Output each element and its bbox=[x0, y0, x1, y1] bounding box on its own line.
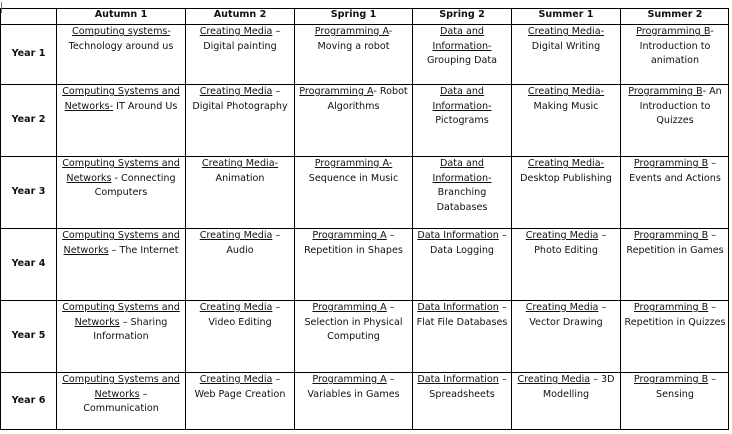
unit-cell bbox=[56, 300, 185, 372]
header-corner-cell bbox=[0, 8, 56, 24]
unit-link[interactable]: Data Information bbox=[417, 374, 499, 385]
unit-title: – Data Logging bbox=[429, 230, 507, 256]
unit-title: – Audio bbox=[226, 230, 281, 256]
unit-link[interactable]: Creating Media bbox=[525, 302, 599, 313]
unit-cell bbox=[185, 24, 294, 84]
unit-link[interactable]: Creating Media- bbox=[527, 86, 605, 97]
unit-link[interactable]: Creating Media bbox=[199, 302, 273, 313]
unit-link[interactable]: Computing systems- bbox=[72, 26, 170, 37]
cursor-mark bbox=[1, 2, 2, 13]
column-header-autumn-2: Autumn 2 bbox=[185, 8, 294, 24]
unit-cell bbox=[620, 372, 729, 430]
unit-link[interactable]: Creating Media bbox=[199, 86, 273, 97]
unit-title: – Photo Editing bbox=[534, 230, 607, 256]
unit-title: – Sharing Information bbox=[93, 316, 168, 342]
unit-title: - Moving a robot bbox=[317, 26, 393, 52]
unit-title: – Flat File Databases bbox=[416, 302, 508, 328]
unit-link[interactable]: Programming B bbox=[633, 374, 709, 385]
unit-title: – Events and Actions bbox=[629, 158, 721, 184]
table-border-right bbox=[728, 8, 729, 430]
unit-cell bbox=[412, 24, 511, 84]
table-border-bottom bbox=[0, 429, 729, 430]
unit-title: - Introduction to animation bbox=[639, 26, 714, 66]
unit-link[interactable]: Data and Information- bbox=[432, 86, 492, 112]
unit-title: – 3D Modelling bbox=[542, 374, 615, 400]
unit-link[interactable]: Creating Media bbox=[517, 374, 591, 385]
unit-title: IT Around Us bbox=[113, 100, 178, 112]
unit-cell bbox=[620, 24, 729, 84]
unit-cell bbox=[620, 84, 729, 156]
unit-cell bbox=[294, 24, 412, 84]
unit-link[interactable]: Creating Media bbox=[199, 26, 273, 37]
unit-title: Pictograms bbox=[435, 115, 489, 126]
unit-title: – Communication bbox=[83, 388, 159, 414]
unit-title: – Web Page Creation bbox=[194, 374, 286, 400]
unit-cell bbox=[412, 228, 511, 300]
unit-cell bbox=[294, 84, 412, 156]
unit-link[interactable]: Data and Information- bbox=[432, 158, 492, 184]
unit-title: – Selection in Physical Computing bbox=[304, 302, 403, 342]
unit-title: Technology around us bbox=[68, 40, 174, 52]
unit-link[interactable]: Creating Media bbox=[199, 230, 273, 241]
unit-cell bbox=[511, 300, 620, 372]
unit-title: – Digital Photography bbox=[192, 86, 288, 112]
unit-title: Making Music bbox=[533, 100, 599, 112]
unit-cell bbox=[185, 228, 294, 300]
unit-link[interactable]: Programming B bbox=[636, 26, 711, 37]
unit-link[interactable]: Data and Information- bbox=[432, 26, 492, 52]
row-label: Year 3 bbox=[0, 156, 56, 228]
unit-cell bbox=[56, 84, 185, 156]
unit-title: – Repetition in Quizzes bbox=[624, 302, 726, 328]
unit-title: – Repetition in Shapes bbox=[304, 230, 403, 256]
column-header-autumn-1: Autumn 1 bbox=[56, 8, 185, 24]
column-header-spring-2: Spring 2 bbox=[412, 8, 511, 24]
unit-link[interactable]: Programming A bbox=[312, 374, 387, 385]
column-header-summer-2: Summer 2 bbox=[620, 8, 729, 24]
unit-title: Digital Writing bbox=[531, 40, 601, 52]
unit-cell bbox=[620, 156, 729, 228]
unit-cell bbox=[511, 24, 620, 84]
unit-cell bbox=[56, 228, 185, 300]
unit-link[interactable]: Creating Media bbox=[199, 374, 273, 385]
unit-cell bbox=[56, 372, 185, 430]
unit-title: – Video Editing bbox=[208, 302, 281, 328]
unit-link[interactable]: Computing Systems and Networks bbox=[62, 302, 180, 328]
unit-link[interactable]: Programming A- bbox=[314, 158, 393, 169]
unit-link[interactable]: Programming B bbox=[633, 302, 709, 313]
unit-title: Desktop Publishing bbox=[520, 172, 612, 184]
unit-link[interactable]: Programming B bbox=[633, 158, 709, 169]
unit-link[interactable]: Programming A bbox=[314, 26, 389, 37]
unit-title: – Variables in Games bbox=[307, 374, 400, 400]
unit-title: Sequence in Music bbox=[308, 172, 399, 184]
unit-link[interactable]: Programming A bbox=[299, 86, 374, 97]
unit-title: – Vector Drawing bbox=[529, 302, 607, 328]
unit-link[interactable]: Computing Systems and Networks- bbox=[62, 86, 180, 112]
unit-cell bbox=[185, 84, 294, 156]
unit-cell bbox=[412, 300, 511, 372]
unit-link[interactable]: Creating Media- bbox=[527, 158, 605, 169]
unit-cell bbox=[620, 300, 729, 372]
unit-cell bbox=[294, 300, 412, 372]
unit-cell bbox=[620, 228, 729, 300]
unit-link[interactable]: Computing Systems and Networks bbox=[62, 158, 180, 184]
column-header-summer-1: Summer 1 bbox=[511, 8, 620, 24]
unit-cell bbox=[511, 84, 620, 156]
unit-cell bbox=[412, 84, 511, 156]
unit-link[interactable]: Creating Media- bbox=[201, 158, 279, 169]
unit-title: Grouping Data bbox=[427, 55, 497, 66]
unit-cell bbox=[412, 372, 511, 430]
unit-cell bbox=[511, 228, 620, 300]
unit-link[interactable]: Data Information bbox=[417, 302, 499, 313]
unit-title: – Repetition in Games bbox=[626, 230, 724, 256]
row-label: Year 4 bbox=[0, 228, 56, 300]
unit-link[interactable]: Creating Media bbox=[525, 230, 599, 241]
unit-cell bbox=[56, 24, 185, 84]
unit-link[interactable]: Data Information bbox=[417, 230, 499, 241]
unit-link[interactable]: Computing Systems and Networks bbox=[62, 230, 180, 256]
unit-cell bbox=[511, 156, 620, 228]
row-label: Year 6 bbox=[0, 372, 56, 430]
unit-link[interactable]: Computing Systems and Networks bbox=[62, 374, 180, 400]
unit-cell bbox=[294, 372, 412, 430]
unit-link[interactable]: Programming A bbox=[312, 230, 387, 241]
unit-title: – Sensing bbox=[656, 374, 717, 400]
unit-cell bbox=[185, 156, 294, 228]
unit-link[interactable]: Programming A bbox=[312, 302, 387, 313]
column-header-spring-1: Spring 1 bbox=[294, 8, 412, 24]
row-label: Year 5 bbox=[0, 300, 56, 372]
unit-title: – Digital painting bbox=[203, 26, 281, 52]
unit-link[interactable]: Creating Media- bbox=[527, 26, 605, 37]
unit-link[interactable]: Programming B bbox=[628, 86, 703, 97]
unit-title: – The Internet bbox=[108, 244, 179, 256]
unit-title: - Robot Algorithms bbox=[327, 86, 408, 112]
unit-title: Animation bbox=[215, 172, 265, 184]
unit-link[interactable]: Programming B bbox=[633, 230, 709, 241]
unit-title: Branching Databases bbox=[436, 187, 488, 213]
unit-cell bbox=[294, 228, 412, 300]
unit-cell bbox=[185, 372, 294, 430]
unit-title: - Connecting Computers bbox=[94, 172, 176, 198]
unit-cell bbox=[185, 300, 294, 372]
row-label: Year 1 bbox=[0, 24, 56, 84]
unit-cell bbox=[511, 372, 620, 430]
unit-title: – Spreadsheets bbox=[429, 374, 507, 400]
row-label: Year 2 bbox=[0, 84, 56, 156]
unit-cell bbox=[412, 156, 511, 228]
unit-title: - An Introduction to Quizzes bbox=[639, 86, 722, 126]
unit-cell bbox=[294, 156, 412, 228]
unit-cell bbox=[56, 156, 185, 228]
